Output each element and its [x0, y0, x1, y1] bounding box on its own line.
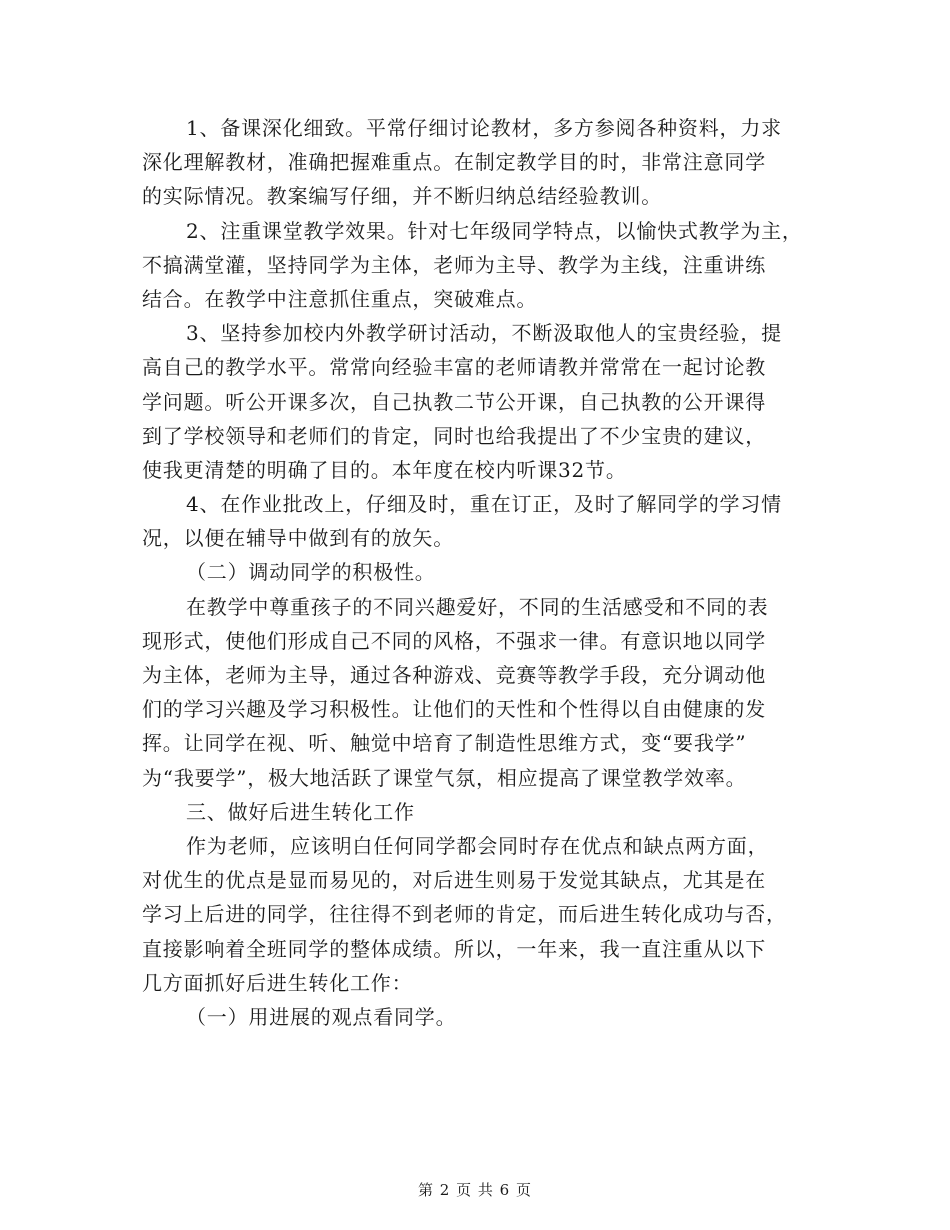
- subheading-line: （一）用进展的观点看同学。: [186, 1004, 457, 1029]
- text-line: 学习上后进的同学，往往得不到老师的肯定，而后进生转化成功与否，: [142, 902, 787, 927]
- paragraph-2: [142, 214, 812, 317]
- text-line: 直接影响着全班同学的整体成绩。所以，一年来，我一直注重从以下: [142, 936, 766, 961]
- text-line: 们的学习兴趣及学习积极性。让他们的天性和个性得以自由健康的发: [142, 697, 766, 722]
- text-line: 结合。在教学中注意抓住重点，突破难点。: [142, 286, 538, 311]
- paragraph-3: [142, 316, 812, 487]
- text-line: 4、在作业批改上，仔细及时，重在订正，及时了解同学的学习情: [186, 492, 782, 517]
- text-line: 几方面抓好后进生转化工作：: [142, 970, 413, 995]
- text-line: 学问题。听公开课多次，自己执教二节公开课，自己执教的公开课得: [142, 389, 766, 414]
- text-line: 挥。让同学在视、听、触觉中培育了制造性思维方式，变“要我学”: [142, 731, 747, 756]
- section-heading: [142, 1000, 812, 1034]
- text-line: 3、坚持参加校内外教学研讨活动，不断汲取他人的宝贵经验，提: [186, 321, 782, 346]
- text-line: 现形式，使他们形成自己不同的风格，不强求一律。有意识地以同学: [142, 628, 766, 653]
- text-line: 使我更清楚的明确了目的。本年度在校内听课32节。: [142, 457, 627, 482]
- text-line: 在教学中尊重孩子的不同兴趣爱好，不同的生活感受和不同的表: [186, 594, 769, 619]
- paragraph-4: [142, 487, 812, 555]
- text-line: 到了学校领导和老师们的肯定，同时也给我提出了不少宝贵的建议，: [142, 423, 766, 448]
- heading-line: 三、做好后进生转化工作: [186, 799, 415, 824]
- text-line: 1、备课深化细致。平常仔细讨论教材，多方参阅各种资料，力求: [186, 116, 782, 140]
- subheading-line: （二）调动同学的积极性。: [186, 560, 436, 585]
- paragraph-6: [142, 829, 812, 1000]
- text-line: 为主体，老师为主导，通过各种游戏、竞赛等教学手段，充分调动他: [142, 663, 766, 687]
- section-heading: [142, 555, 812, 589]
- text-line: 2、注重课堂教学效果。针对七年级同学特点，以愉快式教学为主，: [186, 218, 803, 243]
- text-line: 对优生的优点是显而易见的，对后进生则易于发觉其缺点，尤其是在: [142, 868, 766, 893]
- document-body: [142, 111, 812, 1034]
- paragraph-5: [142, 590, 812, 795]
- text-line: 深化理解教材，准确把握难重点。在制定教学目的时，非常注意同学: [142, 150, 766, 175]
- section-heading: [142, 795, 812, 829]
- text-line: 高自己的教学水平。常常向经验丰富的老师请教并常常在一起讨论教: [142, 355, 766, 380]
- page-number-footer: 第 2 页 共 6 页: [418, 1181, 532, 1199]
- text-line: 况，以便在辅导中做到有的放矢。: [142, 526, 454, 551]
- text-line: 的实际情况。教案编写仔细，并不断归纳总结经验教训。: [142, 184, 662, 209]
- text-line: 作为老师，应该明白任何同学都会同时存在优点和缺点两方面，: [186, 833, 769, 858]
- text-line: 不搞满堂灌，坚持同学为主体，老师为主导、教学为主线，注重讲练: [142, 252, 766, 277]
- text-line: 为“我要学”，极大地活跃了课堂气氛，相应提高了课堂教学效率。: [142, 765, 747, 790]
- paragraph-1: [142, 111, 812, 214]
